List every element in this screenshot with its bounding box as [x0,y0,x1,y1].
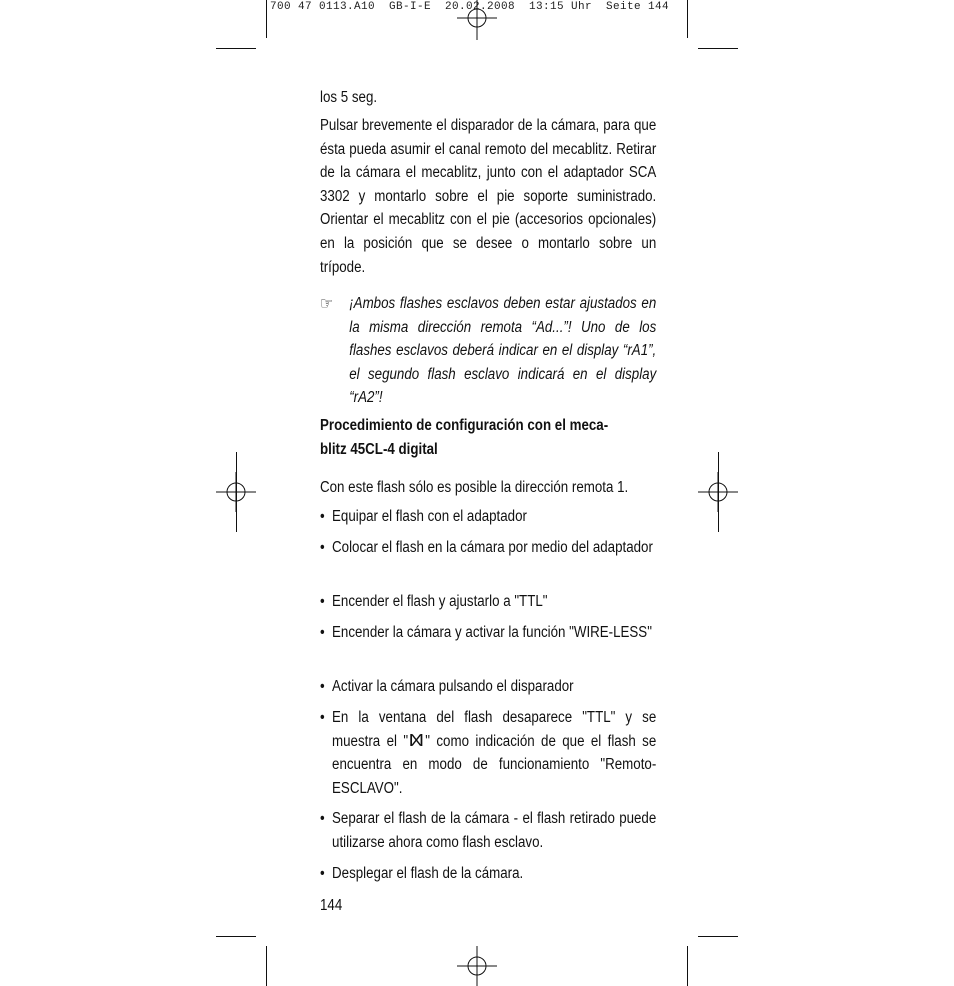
instruction-paragraph: Pulsar brevemente el disparador de la cámara, para que ésta pueda asumir el canal remoto del mecablitz. Retirar de la cámara el mecablitz, junto con el adaptador SCA 3302 y montarlo sobre el pie soporte suministrado. Orientar el mecablitz con el pie (accesorios opcionales) en la posición que se desee o montarlo sobre un trípode. [320,117,657,276]
registration-mark-icon [457,946,497,986]
bullet-dot: • [320,810,325,827]
crop-mark [687,946,688,986]
heading-line-2: blitz 45CL-4 digital [320,440,438,458]
note-block [320,292,656,410]
list-item [320,706,656,800]
print-slug: 700 47 0113.A10 GB-I-E 20.02.2008 13:15 Uhr Seite 144 [270,1,670,13]
crop-mark [266,946,267,986]
section-heading [320,414,656,461]
list-item [320,590,656,614]
crop-mark [236,452,237,532]
wireless-slave-icon [410,733,424,747]
list-item-text: Equipar el flash con el adaptador [332,508,527,525]
intro-line: los 5 seg. [320,89,378,106]
list-item-text: Desplegar el flash de la cámara. [332,865,524,882]
pointing-hand-icon: ☞ [320,294,334,313]
crop-mark [698,936,738,937]
crop-mark [687,0,688,38]
list-item [320,621,656,645]
crop-mark [266,0,267,38]
crop-mark [718,452,719,532]
list-item-text [332,706,656,800]
page-number: 144 [320,897,343,914]
crop-mark [698,48,738,49]
list-item [320,675,656,699]
registration-mark-icon [457,0,497,40]
list-item-text: Separar el flash de la cámara - el flash retirado puede utilizarse ahora como flash esclavo. [332,810,657,851]
list-item-text: Activar la cámara pulsando el disparador [332,678,574,695]
list-item-text: Encender la cámara y activar la función "WIRE-LESS" [332,624,652,641]
list-item [320,807,656,854]
bullet-dot: • [320,678,325,695]
remote-intro: Con este flash sólo es posible la dirección remota 1. [320,479,629,496]
list-item [320,505,656,529]
crop-mark [216,48,256,49]
heading-line-1: Procedimiento de configuración con el meca- [320,417,609,434]
bullet-dot: • [320,709,325,726]
bullet-dot: • [320,508,325,525]
bullet-dot: • [320,593,325,610]
list-item-text: Encender el flash y ajustarlo a "TTL" [332,593,548,610]
list-item-text: Colocar el flash en la cámara por medio del adaptador [332,539,653,556]
note-text: ¡Ambos flashes esclavos deben estar ajustados en la misma dirección remota “Ad...”! Uno de los flashes esclavos deberá indicar en el display “rA1”, el segundo flash esclavo indicará en el display “rA2”! [349,295,657,407]
list-item [320,536,656,560]
crop-mark [216,936,256,937]
bullet-dot: • [320,539,325,556]
list-item-text-part: En la ventana del flash desaparece "TTL" y se muestra el " [332,709,657,750]
bullet-dot: • [320,624,325,641]
list-item-text-part: " como indicación de que el flash se encuentra en modo de funcionamiento "Remoto-ESCLAVO". [332,732,657,797]
list-item [320,862,656,886]
bullet-dot: • [320,865,325,882]
